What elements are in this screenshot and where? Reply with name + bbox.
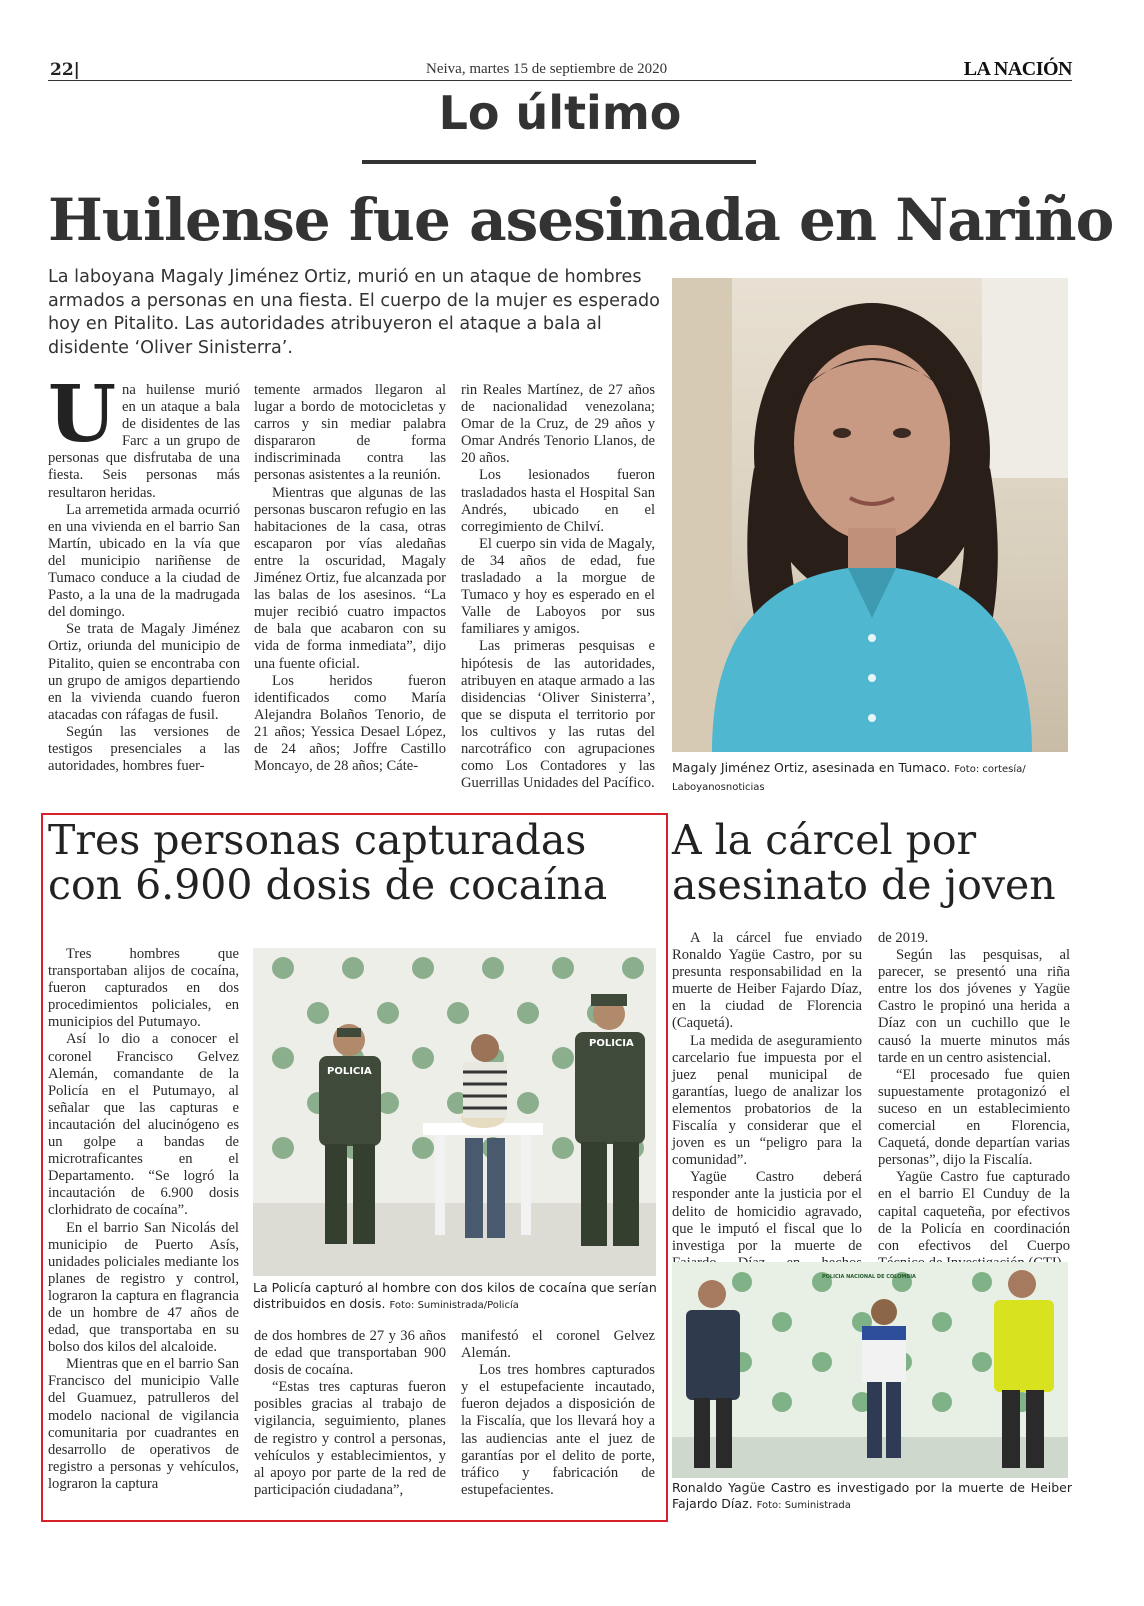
photo-credit: Foto: Suministrada [756, 1500, 851, 1511]
paragraph: En el barrio San Nicolás del municipio de Puerto Asís, unidades policiales mediante los planes de registro y control, lograron la captura en flagrancia de un hombre de 47 años de edad, que transportaba en su bolso dos kilos del alcaloide. [48, 1219, 239, 1356]
article3-headline: A la cárcel por asesinato de joven [672, 816, 1056, 909]
article3-photo [672, 1262, 1068, 1478]
photo-credit: Foto: Suministrada/Policía [389, 1300, 519, 1311]
paragraph: de dos hombres de 27 y 36 años de edad que transportaban 900 dosis de cocaína. [254, 1328, 446, 1379]
paragraph: Los lesionados fueron trasladados hasta el Hospital San Andrés, ubicado en el corregimiento de Chilví. [461, 467, 655, 535]
paragraph: Yagüe Castro deberá responder ante la justicia por el delito de homicidio agravado, que le imputó el fiscal que lo investiga por la muerte de [672, 1169, 862, 1254]
article3-column-1 [672, 930, 862, 1289]
page-number: 22| [50, 60, 80, 80]
paragraph: “El procesado fue quien supuestamente protagonizó el suceso en un establecimiento comercial en Florencia, Caquetá, donde departían varias personas”, dijo la Fiscalía. [878, 1066, 1070, 1169]
photo-credit: Foto: cortesía/ Laboyanosnoticias [672, 764, 1026, 793]
paragraph: Las primeras pesquisas e hipótesis de las autoridades, atribuyen en ataque armado a las disidencias ‘Oliver Sinisterra’, que se disputa el territorio por los cultivos y las rutas del narcotráfico con agrupaciones como Los Contadores y las Guerrillas Unidades del Pacífico. [461, 638, 655, 792]
article1-column-2 [254, 382, 446, 775]
paragraph: La medida de aseguramiento carcelario fue impuesta por el juez penal municipal de garantías, luego de analizar los elementos probatorios de la Fiscalía y considerar que el joven es un “peligro para la comunidad”. [672, 1032, 862, 1169]
paragraph: El cuerpo sin vida de Magaly, de 34 años de edad, fue trasladado a la morgue de Tumaco y hoy es esperado en el Valle de Laboyos por sus familiares y amigos. [461, 535, 655, 638]
vest-label-right: POLICIA [589, 1038, 634, 1049]
paragraph: manifestó el coronel Gelvez Alemán. [461, 1328, 655, 1362]
article3-column-2 [878, 930, 1070, 1272]
paragraph: Según las versiones de testigos presenciales a las autoridades, hombres fuer- [48, 723, 240, 775]
paragraph: Se trata de Magaly Jiménez Ortiz, oriunda del municipio de Pitalito, quien se encontraba con un grupo de amigos departiendo en la vivienda cuando fueron atacadas con ráfagas de fusil. [48, 621, 240, 723]
detainee-illustration [672, 1262, 1068, 1478]
issue-date: Neiva, martes 15 de septiembre de 2020 [426, 61, 668, 77]
article2-column-1 [48, 946, 239, 1493]
paragraph: rin Reales Martínez, de 27 años de nacionalidad venezolana; Omar de la Cruz, de 29 años y Omar Andrés Tenorio Llanos, de 20 años. [461, 382, 655, 467]
paragraph: Los heridos fueron identificados como María Alejandra Bolaños Tenorio, de 21 años; Yessica Desael López, de 24 años; Joffre Castillo Moncayo, de 28 años; Cáte- [254, 672, 446, 775]
paragraph: Los tres hombres capturados y el estupefaciente incautado, fueron dejados a disposición de la Fiscalía, que los llevará hoy a las audiencias ante el juez de garantías por el delito de porte, tráfico y fabricación de estupefacientes. [461, 1362, 655, 1498]
article1-column-1 [48, 369, 240, 775]
article2-column-3 [461, 1328, 655, 1499]
article2-headline: Tres personas capturadas con 6.900 dosis de cocaína [48, 816, 608, 909]
article1-photo [672, 278, 1068, 752]
caption-text: Ronaldo Yagüe Castro es investigado por la muerte de Heiber Fajardo Díaz. [672, 1480, 1072, 1511]
caption-text: La Policía capturó al hombre con dos kilos de cocaína que serían distribuidos en dosis. [253, 1280, 657, 1311]
newspaper-logo: LA NACIÓN [963, 58, 1072, 80]
paragraph: A la cárcel fue enviado Ronaldo Yagüe Castro, por su presunta responsabilidad en la muerte de Heiber Fajardo Díaz, en la ciudad de Florencia (Caquetá). [672, 930, 862, 1032]
woman-portrait-illustration [672, 278, 1068, 752]
masthead-rule [48, 80, 1072, 81]
paragraph: Según las pesquisas, al parecer, se presentó una riña entre los dos jóvenes y Yagüe Castro le propinó una herida a Díaz con un cuchillo que le causó la muerte minutos más tarde en un centro asistencial. [878, 947, 1070, 1066]
article1-lead: La laboyana Magaly Jiménez Ortiz, murió en un ataque de hombres armados a personas en una fiesta. El cuerpo de la mujer es esperado hoy en Pitalito. Las autoridades atribuyeron el ataque a bala al disidente ‘Oliver Sinisterra’. [48, 267, 660, 358]
article1-column-3 [461, 382, 655, 792]
article1-headline: Huilense fue asesinada en Nariño [48, 186, 1114, 254]
paragraph: Mientras que algunas de las personas buscaron refugio en las habitaciones de la casa, otras escaparon por vías aledañas entre la oscuridad, Magaly Jiménez Ortiz, fue alcanzada por las balas de los asesinos. “La mujer recibió cuatro impactos de bala que acabaron con su vida de forma inmediata”, dijo una fuente oficial. [254, 484, 446, 672]
paragraph: Yagüe Castro fue capturado en el barrio El Cunduy de la capital caqueteña, por efectivos de la Policía en coordinación con efectivos del Cuerpo [878, 1169, 1070, 1254]
paragraph: na huilense murió en un ataque a bala de disidentes de las Farc a un grupo de personas que disfrutaba de una fiesta. Seis personas más resultaron heridas. [48, 382, 240, 501]
paragraph: de 2019. [878, 930, 929, 946]
vest-label-left: POLICIA [327, 1066, 372, 1077]
article2-column-2 [254, 1328, 446, 1499]
section-underline [362, 160, 756, 164]
paragraph: La arremetida armada ocurrió en una vivienda en el barrio San Martín, ubicado en la vía que del municipio nariñense de Tumaco conduce a la ciudad de Pasto, a la una de la madrugada del domingo. [48, 501, 240, 621]
paragraph: Tres hombres que transportaban alijos de cocaína, fueron capturados en dos procedimientos policiales, en municipios del Putumayo. [48, 946, 239, 1031]
paragraph: Mientras que en el barrio San Francisco del municipio Valle del Guamuez, patrulleros del modelo nacional de vigilancia comunitaria por cuadrantes en desarrollo de operativos de registro a personas y vehículos, lograron la captura [48, 1356, 239, 1492]
backdrop-text: POLICIA NACIONAL DE COLOMBIA [822, 1274, 916, 1280]
paragraph: Así lo dio a conocer el coronel Francisco Gelvez Alemán, comandante de la Policía en el Putumayo, al señalar que las capturas e incautación del alucinógeno es un golpe a bandas de microtraficantes en el Departamento. “Se logró la incautación de 6.900 dosis clorhidrato de cocaína”. [48, 1031, 239, 1219]
paragraph: “Estas tres capturas fueron posibles gracias al trabajo de vigilancia, seguimiento, planes de registro y control a personas, vehículos y establecimientos, y al apoyo por parte de la red de participación ciudadana”, [254, 1379, 446, 1498]
paragraph: temente armados llegaron al lugar a bordo de motocicletas y carros y sin mediar palabra dispararon de forma indiscriminada contra las personas asistentes a la reunión. [254, 382, 446, 484]
police-arrest-illustration [253, 948, 656, 1276]
article2-photo-caption [253, 1280, 658, 1314]
caption-text: Magaly Jiménez Ortiz, asesinada en Tumaco. [672, 760, 951, 775]
article3-photo-caption [672, 1480, 1072, 1514]
section-title: Lo último [438, 86, 682, 140]
article2-photo [253, 948, 656, 1276]
article1-dropcap: U [48, 369, 117, 460]
masthead-bar [48, 58, 1072, 80]
article1-photo-caption [672, 760, 1072, 796]
